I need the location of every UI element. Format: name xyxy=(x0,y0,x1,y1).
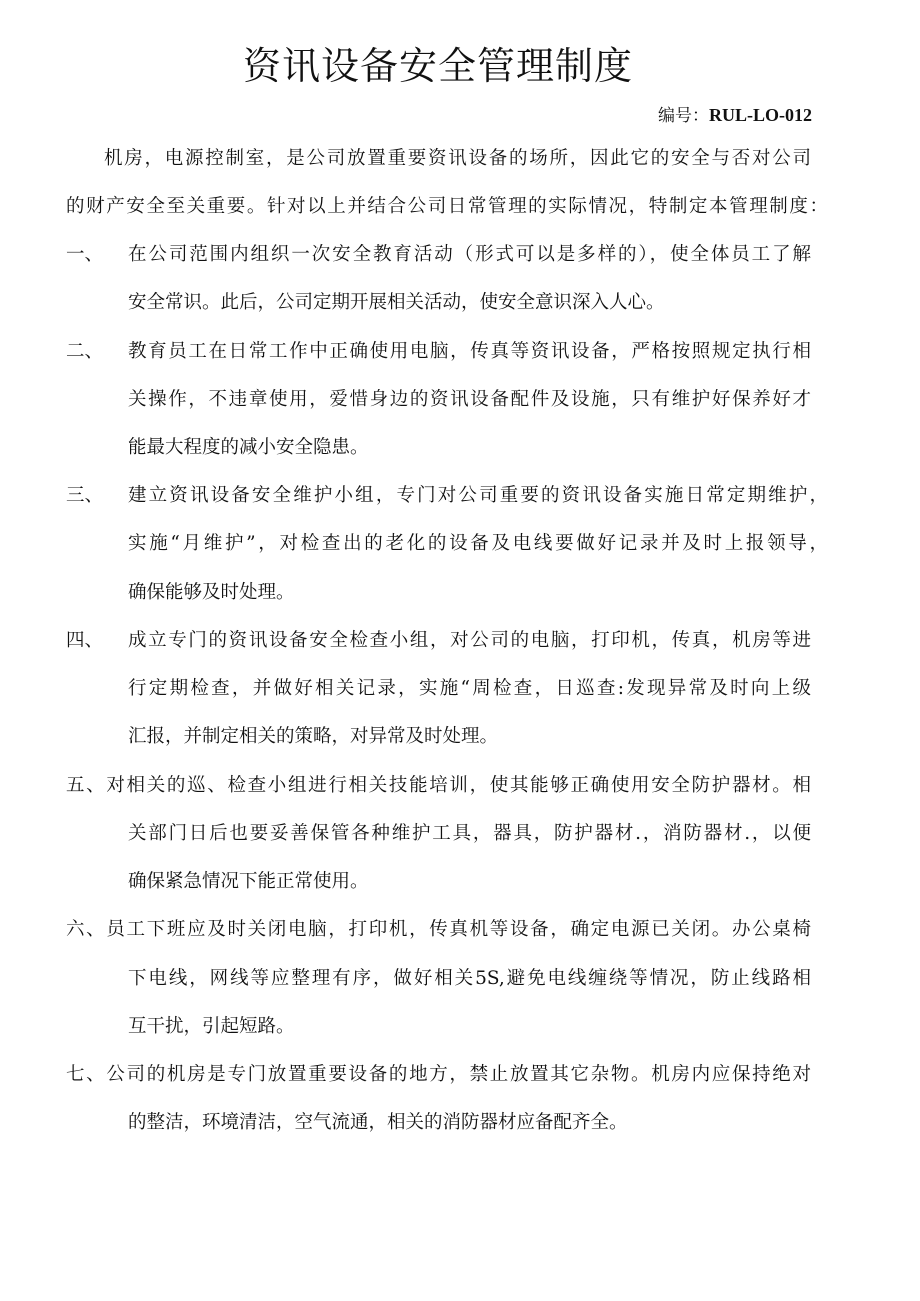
item-7-line-1: 七、公司的机房是专门放置重要设备的地方，禁止放置其它杂物。机房内应保持绝对 xyxy=(66,1064,811,1085)
item-6-line-1: 六、员工下班应及时关闭电脑，打印机，传真机等设备，确定电源已关闭。办公桌椅 xyxy=(66,919,811,940)
item-5-line-3: 确保紧急情况下能正常使用。 xyxy=(128,871,369,892)
item-4-line-3: 汇报，并制定相关的策略，对异常及时处理。 xyxy=(128,726,499,747)
intro-line-1: 机房，电源控制室，是公司放置重要资讯设备的场所，因此它的安全与否对公司 xyxy=(104,148,811,169)
item-7-line-2: 的整洁，环境清洁，空气流通，相关的消防器材应备配齐全。 xyxy=(128,1112,628,1133)
item-2-line-1: 教育员工在日常工作中正确使用电脑，传真等资讯设备，严格按照规定执行相 xyxy=(128,341,811,362)
document-number-label: 编号： xyxy=(658,106,709,126)
item-4-line-2: 行定期检查，并做好相关记录，实施“周检查，日巡查:发现异常及时向上级 xyxy=(128,678,811,699)
item-6-line-3: 互干扰，引起短路。 xyxy=(128,1016,295,1037)
item-number-1: 一、 xyxy=(66,244,104,265)
item-number-3: 三、 xyxy=(66,485,104,506)
item-2-line-3: 能最大程度的减小安全隐患。 xyxy=(128,437,369,458)
item-5-line-2: 关部门日后也要妥善保管各种维护工具，器具，防护器材.，消防器材.，以便 xyxy=(128,823,811,844)
item-1-line-2: 安全常识。此后，公司定期开展相关活动，使安全意识深入人心。 xyxy=(128,292,665,313)
item-1-line-1: 在公司范围内组织一次安全教育活动（形式可以是多样的），使全体员工了解 xyxy=(128,244,811,265)
document-number-code: RUL-LO-012 xyxy=(709,105,812,125)
item-3-line-1: 建立资讯设备安全维护小组，专门对公司重要的资讯设备实施日常定期维护， xyxy=(128,485,828,506)
item-2-line-2: 关操作，不违章使用，爱惜身边的资讯设备配件及设施，只有维护好保养好才 xyxy=(128,389,811,410)
item-3-line-3: 确保能够及时处理。 xyxy=(128,582,295,603)
item-3-line-2: 实施“月维护”，对检查出的老化的设备及电线要做好记录并及时上报领导， xyxy=(128,533,828,554)
intro-line-2: 的财产安全至关重要。针对以上并结合公司日常管理的实际情况，特制定本管理制度： xyxy=(66,196,828,217)
item-number-2: 二、 xyxy=(66,341,104,362)
document-number xyxy=(658,102,812,129)
item-4-line-1: 成立专门的资讯设备安全检查小组，对公司的电脑，打印机，传真，机房等进 xyxy=(128,630,811,651)
item-6-line-2: 下电线，网线等应整理有序，做好相关5S,避免电线缠绕等情况，防止线路相 xyxy=(128,968,811,989)
document-title: 资讯设备安全管理制度 xyxy=(242,44,633,88)
item-5-line-1: 五、对相关的巡、检查小组进行相关技能培训，使其能够正确使用安全防护器材。相 xyxy=(66,775,811,796)
item-number-4: 四、 xyxy=(66,630,104,651)
